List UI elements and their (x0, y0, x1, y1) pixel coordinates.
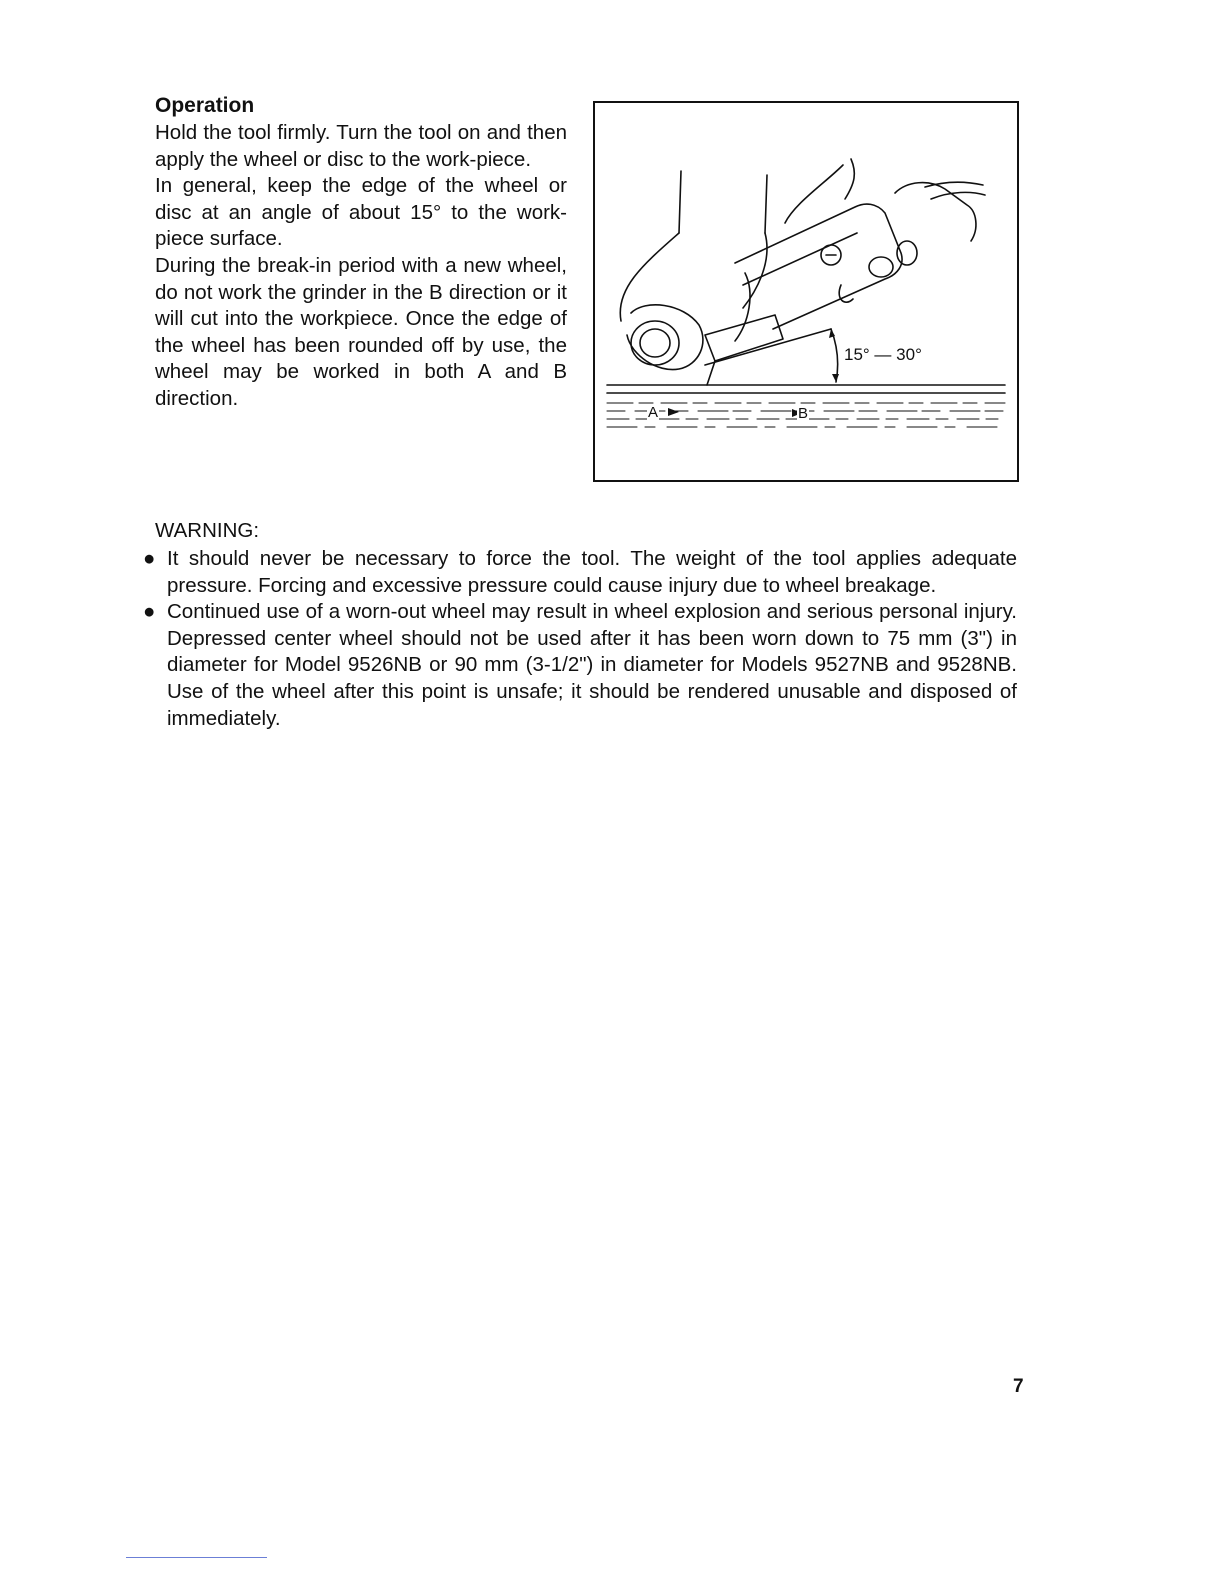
wheel-hub-icon (640, 329, 670, 357)
grinder-figure (593, 101, 1019, 482)
hand-outline (743, 233, 767, 308)
warning-title: WARNING: (155, 519, 260, 542)
power-cord (925, 182, 983, 187)
operation-paragraph-1: Hold the tool firmly. Turn the tool on and then apply the wheel or disc to the work-piece. (155, 121, 567, 171)
warning-item (143, 546, 1017, 599)
warning-item-text: Continued use of a worn-out wheel may result in wheel explosion and serious personal injury. Depressed center wheel should not be used after it has been worn down to 75 mm (3") in diameter for Model 9526NB or 90 mm (3-1/2") in diameter for Models 9527NB and 9528NB. Use of the wheel after this point is unsafe; it should be rendered unusable and disposed of immediately. (167, 600, 1017, 730)
forearm-line (765, 175, 767, 233)
finger-outline (785, 165, 843, 223)
grinder-rear-housing (895, 183, 976, 241)
footer-rule (126, 1557, 267, 1558)
bullet-icon: ● (143, 547, 156, 570)
grip-knob-icon (897, 241, 917, 265)
warning-item-text: It should never be necessary to force the tool. The weight of the tool applies adequate pressure. Forcing and excessive pressure could cause injury due to wheel breakage. (167, 547, 1017, 597)
operation-text (155, 120, 567, 413)
grip-knob-icon (869, 257, 893, 277)
page-number: 7 (1013, 1376, 1024, 1397)
direction-a-label: A (648, 404, 659, 421)
arrow-a-icon (668, 408, 679, 416)
hand-outline (620, 233, 679, 321)
angle-arrow-icon (832, 374, 839, 382)
warning-list (143, 546, 1017, 732)
grinder-illustration (595, 103, 1017, 480)
operation-paragraph-3: During the break-in period with a new wheel, do not work the grinder in the B direction or it will cut into the workpiece. Once the edge of the wheel has been rounded off by use, the wheel may be worked in both A and B direction. (155, 253, 567, 410)
bullet-icon: ● (143, 600, 156, 624)
operation-heading: Operation (155, 94, 255, 117)
angle-label: 15° — 30° (844, 345, 922, 364)
angle-reference-line (705, 329, 831, 365)
thumb-outline (845, 159, 854, 199)
wheel-hub-icon (631, 321, 679, 365)
operation-paragraph-2: In general, keep the edge of the wheel or disc at an angle of about 15° to the work-piece surface. (155, 174, 567, 251)
warning-item (143, 599, 1017, 732)
forearm-line (679, 171, 681, 233)
grinder-body (735, 204, 902, 329)
direction-b-label: B (798, 405, 809, 422)
